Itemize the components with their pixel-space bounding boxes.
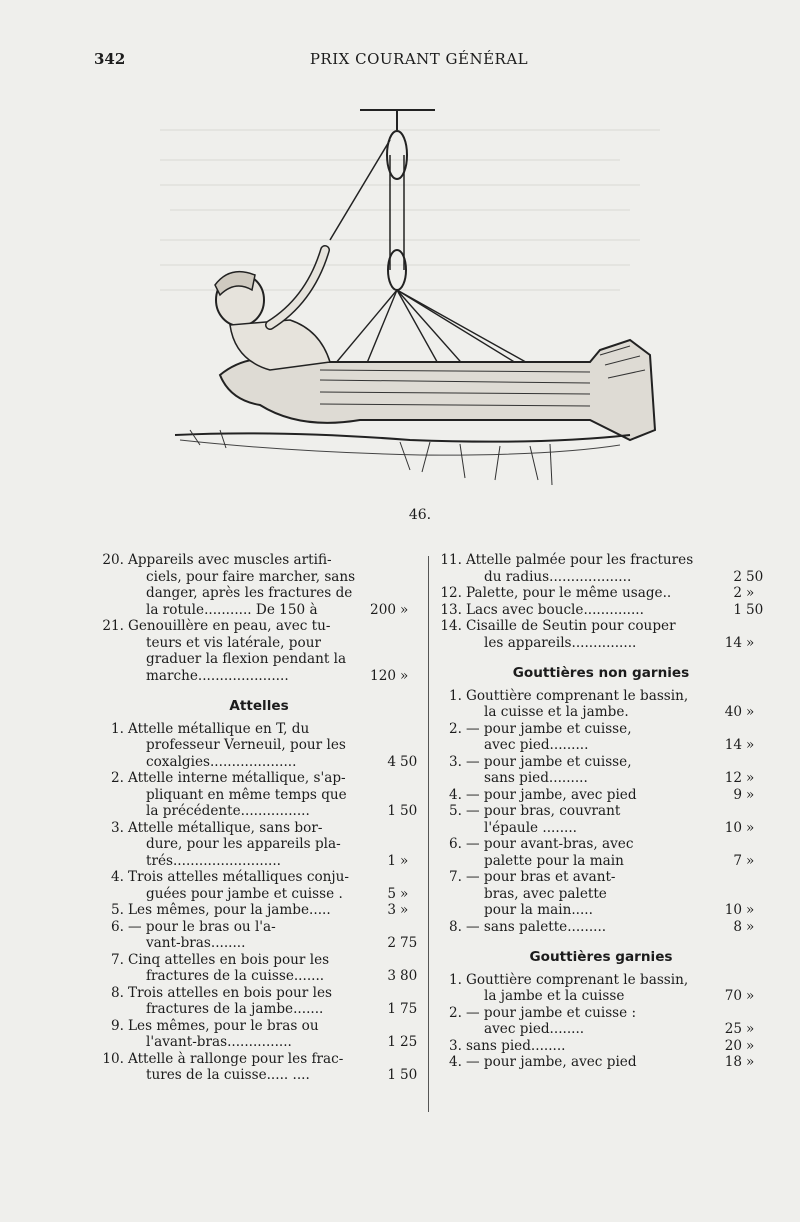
left-column xyxy=(96,552,422,1084)
list-item xyxy=(96,952,422,985)
list-item xyxy=(96,552,422,618)
item-line: pour la main..... xyxy=(484,902,593,918)
item-number: 6. xyxy=(449,836,462,852)
item-line: Genouillère en peau, avec tu- xyxy=(128,618,331,634)
list-item xyxy=(434,919,768,936)
price-cents: » xyxy=(400,601,409,618)
price-cents: » xyxy=(400,852,409,869)
price-francs: 1 xyxy=(733,601,742,618)
item-line: coxalgies.................... xyxy=(146,753,297,770)
price-francs: 10 xyxy=(724,902,742,918)
price-francs: 9 xyxy=(733,786,742,803)
price-francs: 2 xyxy=(733,568,742,585)
item-line: palette pour la main xyxy=(484,852,624,869)
item-line: bras, avec palette xyxy=(484,885,607,902)
item-line: Trois attelles métalliques conju- xyxy=(128,869,349,885)
price-cents: » xyxy=(746,852,755,869)
price-francs: 20 xyxy=(724,1037,742,1054)
item-number: 7. xyxy=(449,869,462,885)
price-francs: 18 xyxy=(724,1054,742,1070)
item-number: 1. xyxy=(111,720,124,737)
list-item xyxy=(434,787,768,804)
price-francs: 3 xyxy=(387,902,396,918)
item-line: danger, après les fractures de xyxy=(146,585,353,601)
item-line: Gouttière comprenant le bassin, xyxy=(466,971,689,988)
item-line: — pour jambe, avec pied xyxy=(466,786,637,803)
item-number: 4. xyxy=(111,869,124,885)
list-item xyxy=(434,688,768,721)
item-line: avec pied........ xyxy=(484,1021,585,1037)
price-francs: 25 xyxy=(724,1021,742,1037)
item-number: 14. xyxy=(440,618,462,634)
price-francs: 200 xyxy=(370,601,396,618)
price-cents: » xyxy=(400,885,409,902)
price-francs: 12 xyxy=(724,770,742,786)
price-cents: » xyxy=(746,786,755,803)
item-line: trés......................... xyxy=(146,852,282,869)
gouttieres-non-garnies-list xyxy=(434,688,768,936)
item-line: — pour bras et avant- xyxy=(466,869,616,885)
right-column xyxy=(434,552,768,1071)
item-number: 3. xyxy=(449,1037,462,1054)
item-line: marche..................... xyxy=(146,667,289,684)
item-number: 2. xyxy=(449,1004,462,1021)
list-item xyxy=(96,1051,422,1084)
list-item xyxy=(434,869,768,919)
item-line: Lacs avec boucle.............. xyxy=(466,601,644,618)
price-francs: 7 xyxy=(733,852,742,869)
list-item xyxy=(434,972,768,1005)
item-number: 3. xyxy=(449,753,462,770)
item-number: 5. xyxy=(111,902,124,918)
item-number: 2. xyxy=(111,770,124,786)
list-item xyxy=(434,803,768,836)
item-line: teurs et vis latérale, pour xyxy=(146,634,321,651)
item-number: 8. xyxy=(111,984,124,1001)
item-number: 10. xyxy=(102,1050,124,1067)
list-item xyxy=(96,985,422,1018)
price-cents: » xyxy=(746,819,755,836)
item-number: 1. xyxy=(449,687,462,704)
list-item xyxy=(434,618,768,651)
price-cents: » xyxy=(400,902,409,918)
list-item xyxy=(96,618,422,684)
price-cents: » xyxy=(746,585,755,601)
price-cents: 75 xyxy=(400,935,418,951)
item-line: Cinq attelles en bois pour les xyxy=(128,951,330,968)
item-line: sans pied........ xyxy=(466,1037,566,1054)
item-line: Appareils avec muscles artifi- xyxy=(128,552,332,568)
list-item xyxy=(434,1038,768,1055)
item-line: — pour le bras ou l'a- xyxy=(128,918,276,935)
price-cents: 75 xyxy=(400,1001,418,1017)
price-francs: 2 xyxy=(387,935,396,951)
price-cents: 80 xyxy=(400,968,418,984)
gouttieres-garnies-list xyxy=(434,972,768,1071)
list-item xyxy=(96,1018,422,1051)
item-line: l'avant-bras............... xyxy=(146,1034,292,1050)
item-line: fractures de la cuisse....... xyxy=(146,968,325,984)
item-line: Attelle interne métallique, s'ap- xyxy=(128,770,346,786)
item-line: Les mêmes, pour le bras ou xyxy=(128,1017,319,1034)
list-item xyxy=(96,869,422,902)
price-cents: » xyxy=(746,1054,755,1070)
list-item xyxy=(96,902,422,919)
price-francs: 3 xyxy=(387,968,396,984)
price-cents: 50 xyxy=(400,1067,418,1083)
item-line: Attelle à rallonge pour les frac- xyxy=(128,1050,344,1067)
item-line: avec pied......... xyxy=(484,737,589,753)
item-line: Cisaille de Seutin pour couper xyxy=(466,618,676,634)
item-number: 3. xyxy=(111,819,124,836)
splints-accessories-list xyxy=(434,552,768,651)
price-cents: 25 xyxy=(400,1034,418,1050)
price-francs: 1 xyxy=(387,1067,396,1083)
price-francs: 1 xyxy=(387,852,396,869)
item-line: les appareils............... xyxy=(484,634,637,651)
list-item xyxy=(96,919,422,952)
attelles-list xyxy=(96,721,422,1084)
price-cents: » xyxy=(746,634,755,651)
item-number: 4. xyxy=(449,786,462,803)
price-francs: 5 xyxy=(387,885,396,902)
item-number: 5. xyxy=(449,803,462,819)
list-item xyxy=(434,1005,768,1038)
price-francs: 14 xyxy=(724,634,742,651)
item-line: Gouttière comprenant le bassin, xyxy=(466,687,689,704)
section-title-attelles: Attelles xyxy=(229,698,289,714)
list-item xyxy=(96,721,422,771)
price-francs: 4 xyxy=(387,753,396,770)
item-number: 13. xyxy=(440,601,462,618)
price-francs: 70 xyxy=(724,988,742,1004)
item-number: 20. xyxy=(102,552,124,568)
item-line: la précédente................ xyxy=(146,803,310,819)
item-line: — pour avant-bras, avec xyxy=(466,836,634,852)
price-francs: 2 xyxy=(733,585,742,601)
price-francs: 14 xyxy=(724,737,742,753)
price-cents: » xyxy=(746,770,755,786)
page-number: 342 xyxy=(94,50,126,68)
item-line: guées pour jambe et cuisse . xyxy=(146,885,343,902)
item-line: l'épaule ........ xyxy=(484,819,577,836)
item-number: 8. xyxy=(449,918,462,935)
price-francs: 1 xyxy=(387,803,396,819)
price-cents: » xyxy=(746,988,755,1004)
item-line: — pour bras, couvrant xyxy=(466,803,621,819)
price-cents: » xyxy=(746,1021,755,1037)
item-line: Attelle palmée pour les fractures xyxy=(466,552,694,568)
list-item xyxy=(434,754,768,787)
suspension-apparatus-illustration xyxy=(160,100,660,500)
item-line: fractures de la jambe....... xyxy=(146,1001,324,1017)
list-item xyxy=(434,721,768,754)
item-number: 12. xyxy=(440,585,462,601)
item-line: vant-bras........ xyxy=(146,935,246,951)
list-item xyxy=(434,602,768,619)
price-francs: 120 xyxy=(370,667,396,684)
price-cents: » xyxy=(746,737,755,753)
list-item xyxy=(434,1054,768,1071)
page-header xyxy=(94,50,744,74)
price-francs: 10 xyxy=(724,819,742,836)
item-number: 9. xyxy=(111,1017,124,1034)
list-item xyxy=(96,770,422,820)
running-title: PRIX COURANT GÉNÉRAL xyxy=(309,50,529,68)
item-line: ciels, pour faire marcher, sans xyxy=(146,568,356,585)
item-number: 2. xyxy=(449,720,462,737)
list-item xyxy=(434,585,768,602)
item-line: Trois attelles en bois pour les xyxy=(128,984,332,1001)
price-cents: » xyxy=(746,704,755,720)
price-francs: 1 xyxy=(387,1001,396,1017)
item-number: 11. xyxy=(440,552,462,568)
price-cents: 50 xyxy=(746,568,764,585)
item-line: — pour jambe et cuisse, xyxy=(466,753,632,770)
price-francs: 8 xyxy=(733,918,742,935)
price-cents: 50 xyxy=(746,601,764,618)
item-line: la rotule........... De 150 à xyxy=(146,601,318,618)
price-cents: » xyxy=(746,918,755,935)
item-line: — pour jambe et cuisse, xyxy=(466,720,632,737)
item-number: 4. xyxy=(449,1054,462,1070)
price-cents: 50 xyxy=(400,803,418,819)
item-line: Attelle métallique en T, du xyxy=(128,720,310,737)
item-line: dure, pour les appareils pla- xyxy=(146,836,341,852)
figure-caption: 46. xyxy=(408,507,432,523)
item-line: professeur Verneuil, pour les xyxy=(146,737,346,753)
item-line: — pour jambe et cuisse : xyxy=(466,1004,637,1021)
item-line: — pour jambe, avec pied xyxy=(466,1054,637,1070)
list-item xyxy=(434,552,768,585)
item-line: du radius................... xyxy=(484,568,632,585)
item-number: 7. xyxy=(111,951,124,968)
item-line: tures de la cuisse..... .... xyxy=(146,1067,310,1083)
item-line: Palette, pour le même usage.. xyxy=(466,585,672,601)
price-francs: 1 xyxy=(387,1034,396,1050)
item-line: sans pied......... xyxy=(484,770,588,786)
item-line: — sans palette......... xyxy=(466,918,607,935)
price-cents: » xyxy=(746,1037,755,1054)
item-line: la jambe et la cuisse xyxy=(484,988,625,1004)
section-title-gouttieres-garnies: Gouttières garnies xyxy=(529,949,673,965)
section-title-gouttieres-non-garnies: Gouttières non garnies xyxy=(512,665,690,681)
price-cents: 50 xyxy=(400,753,418,770)
list-item xyxy=(434,836,768,869)
list-item xyxy=(96,820,422,870)
price-cents: » xyxy=(746,902,755,918)
item-line: pliquant en même temps que xyxy=(146,786,347,803)
item-number: 21. xyxy=(102,618,124,634)
item-number: 6. xyxy=(111,918,124,935)
price-cents: » xyxy=(400,667,409,684)
price-francs: 40 xyxy=(724,704,742,720)
item-line: Attelle métallique, sans bor- xyxy=(128,819,323,836)
column-divider xyxy=(428,556,429,1112)
item-number: 1. xyxy=(449,971,462,988)
item-line: la cuisse et la jambe. xyxy=(484,704,629,720)
item-line: graduer la flexion pendant la xyxy=(146,651,347,667)
item-line: Les mêmes, pour la jambe..... xyxy=(128,902,331,918)
